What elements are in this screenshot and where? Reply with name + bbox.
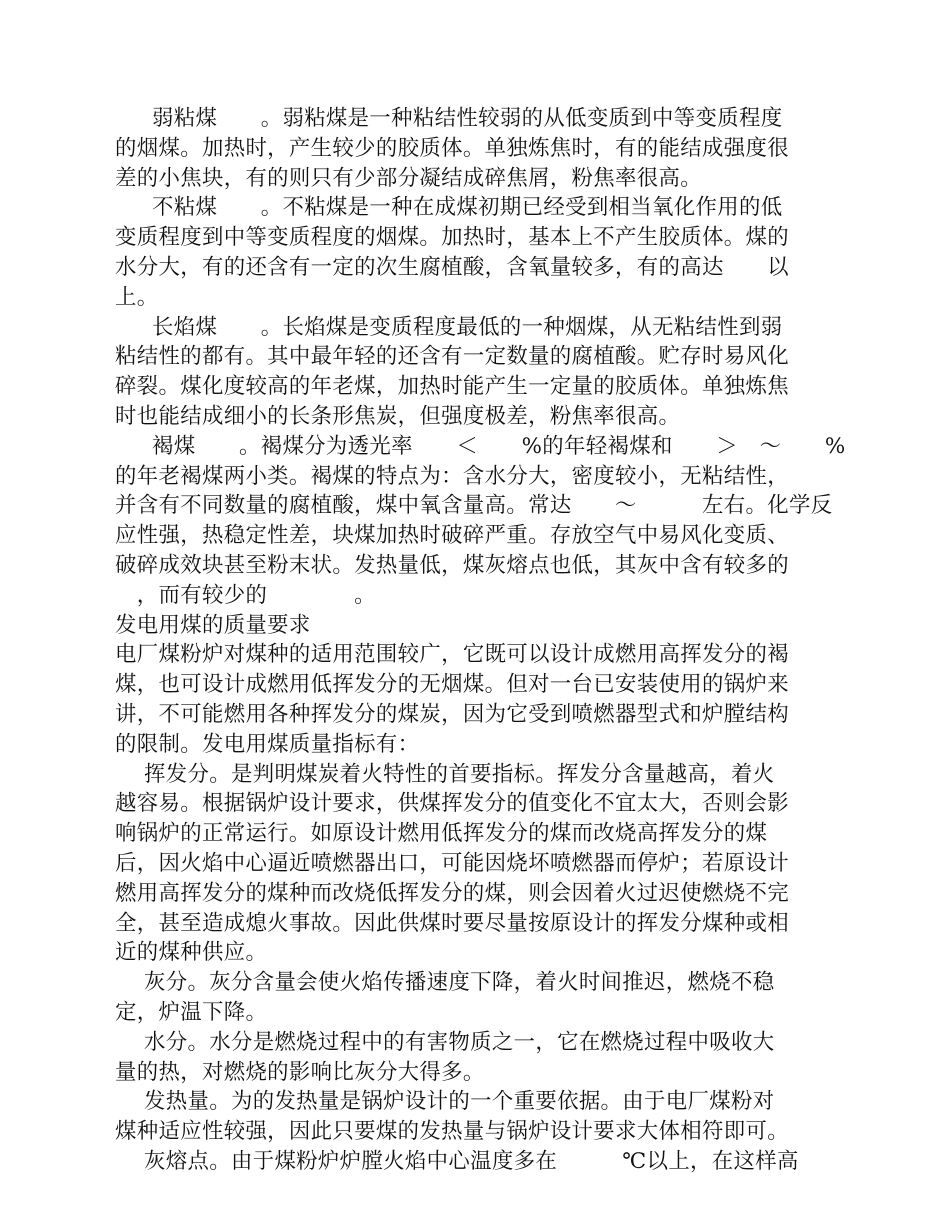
text-line: 碎裂。煤化度较高的年老煤，加热时能产生一定量的胶质体。单独炼焦 [115,374,789,400]
text-line: 定，炉温下降。 [115,999,268,1025]
text-line: 褐煤 。褐煤分为透光率 ＜ %的年轻褐煤和 ＞ ～ % [152,433,846,459]
text-line: ，而有较少的 。 [115,582,376,608]
text-line: 的限制。发电用煤质量指标有： [115,731,420,757]
text-line: 长焰煤 。长焰煤是变质程度最低的一种烟煤，从无粘结性到弱 [152,314,783,340]
text-line: 的年老褐煤两小类。褐煤的特点为：含水分大，密度较小，无粘结性， [115,463,789,489]
text-line: 应性强，热稳定性差，块煤加热时破碎严重。存放空气中易风化变质、 [115,523,789,549]
text-line: 讲，不可能燃用各种挥发分的煤炭，因为它受到喷燃器型式和炉膛结构 [115,701,789,727]
text-line: 灰分。灰分含量会使火焰传播速度下降，着火时间推迟，燃烧不稳 [144,970,775,996]
text-line: 上。 [115,284,159,310]
text-line: 量的热，对燃烧的影响比灰分大得多。 [115,1059,485,1085]
text-line: 的烟煤。加热时，产生较少的胶质体。单独炼焦时，有的能结成强度很 [115,135,789,161]
text-line: 水分大，有的还含有一定的次生腐植酸，含氧量较多，有的高达 以 [115,254,789,280]
section-heading: 发电用煤的质量要求 [115,612,311,638]
text-line: 全，甚至造成熄火事故。因此供煤时要尽量按原设计的挥发分煤种或相 [115,910,789,936]
text-line: 后，因火焰中心逼近喷燃器出口，可能因烧坏喷燃器而停炉；若原设计 [115,850,789,876]
text-line: 煤，也可设计成燃用低挥发分的无烟煤。但对一台已安装使用的锅炉来 [115,672,789,698]
text-line: 破碎成效块甚至粉末状。发热量低，煤灰熔点也低，其灰中含有较多的 [115,552,789,578]
text-line: 并含有不同数量的腐植酸，煤中氧含量高。常达 ～ 左右。化学反 [115,493,833,519]
text-line: 时也能结成细小的长条形焦炭，但强度极差，粉焦率很高。 [115,403,681,429]
text-line: 差的小焦块，有的则只有少部分凝结成碎焦屑，粉焦率很高。 [115,165,702,191]
text-line: 不粘煤 。不粘煤是一种在成煤初期已经受到相当氧化作用的低 [152,195,783,221]
document-body [115,104,846,1177]
text-line: 电厂煤粉炉对煤种的适用范围较广，它既可以设计成燃用高挥发分的褐 [115,642,789,668]
text-line: 弱粘煤 。弱粘煤是一种粘结性较弱的从低变质到中等变质程度 [152,106,783,131]
text-line: 越容易。根据锅炉设计要求，供煤挥发分的值变化不宜太大，否则会影 [115,791,789,817]
text-line: 粘结性的都有。其中最年轻的还含有一定数量的腐植酸。贮存时易风化 [115,344,789,370]
text-line: 煤种适应性较强，因此只要煤的发热量与锅炉设计要求大体相符即可。 [115,1119,789,1145]
text-line: 近的煤种供应。 [115,940,268,966]
text-line: 灰熔点。由于煤粉炉炉膛火焰中心温度多在 ℃以上，在这样高 [144,1148,799,1174]
text-line: 水分。水分是燃烧过程中的有害物质之一，它在燃烧过程中吸收大 [144,1029,775,1055]
text-line: 燃用高挥发分的煤种而改烧低挥发分的煤，则会因着火过迟使燃烧不完 [115,880,789,906]
text-line: 响锅炉的正常运行。如原设计燃用低挥发分的煤而改烧高挥发分的煤 [115,821,768,847]
text-line: 变质程度到中等变质程度的烟煤。加热时，基本上不产生胶质体。煤的 [115,225,789,251]
text-line: 发热量。为的发热量是锅炉设计的一个重要依据。由于电厂煤粉对 [144,1089,775,1115]
text-line: 挥发分。是判明煤炭着火特性的首要指标。挥发分含量越高，着火 [144,761,775,787]
